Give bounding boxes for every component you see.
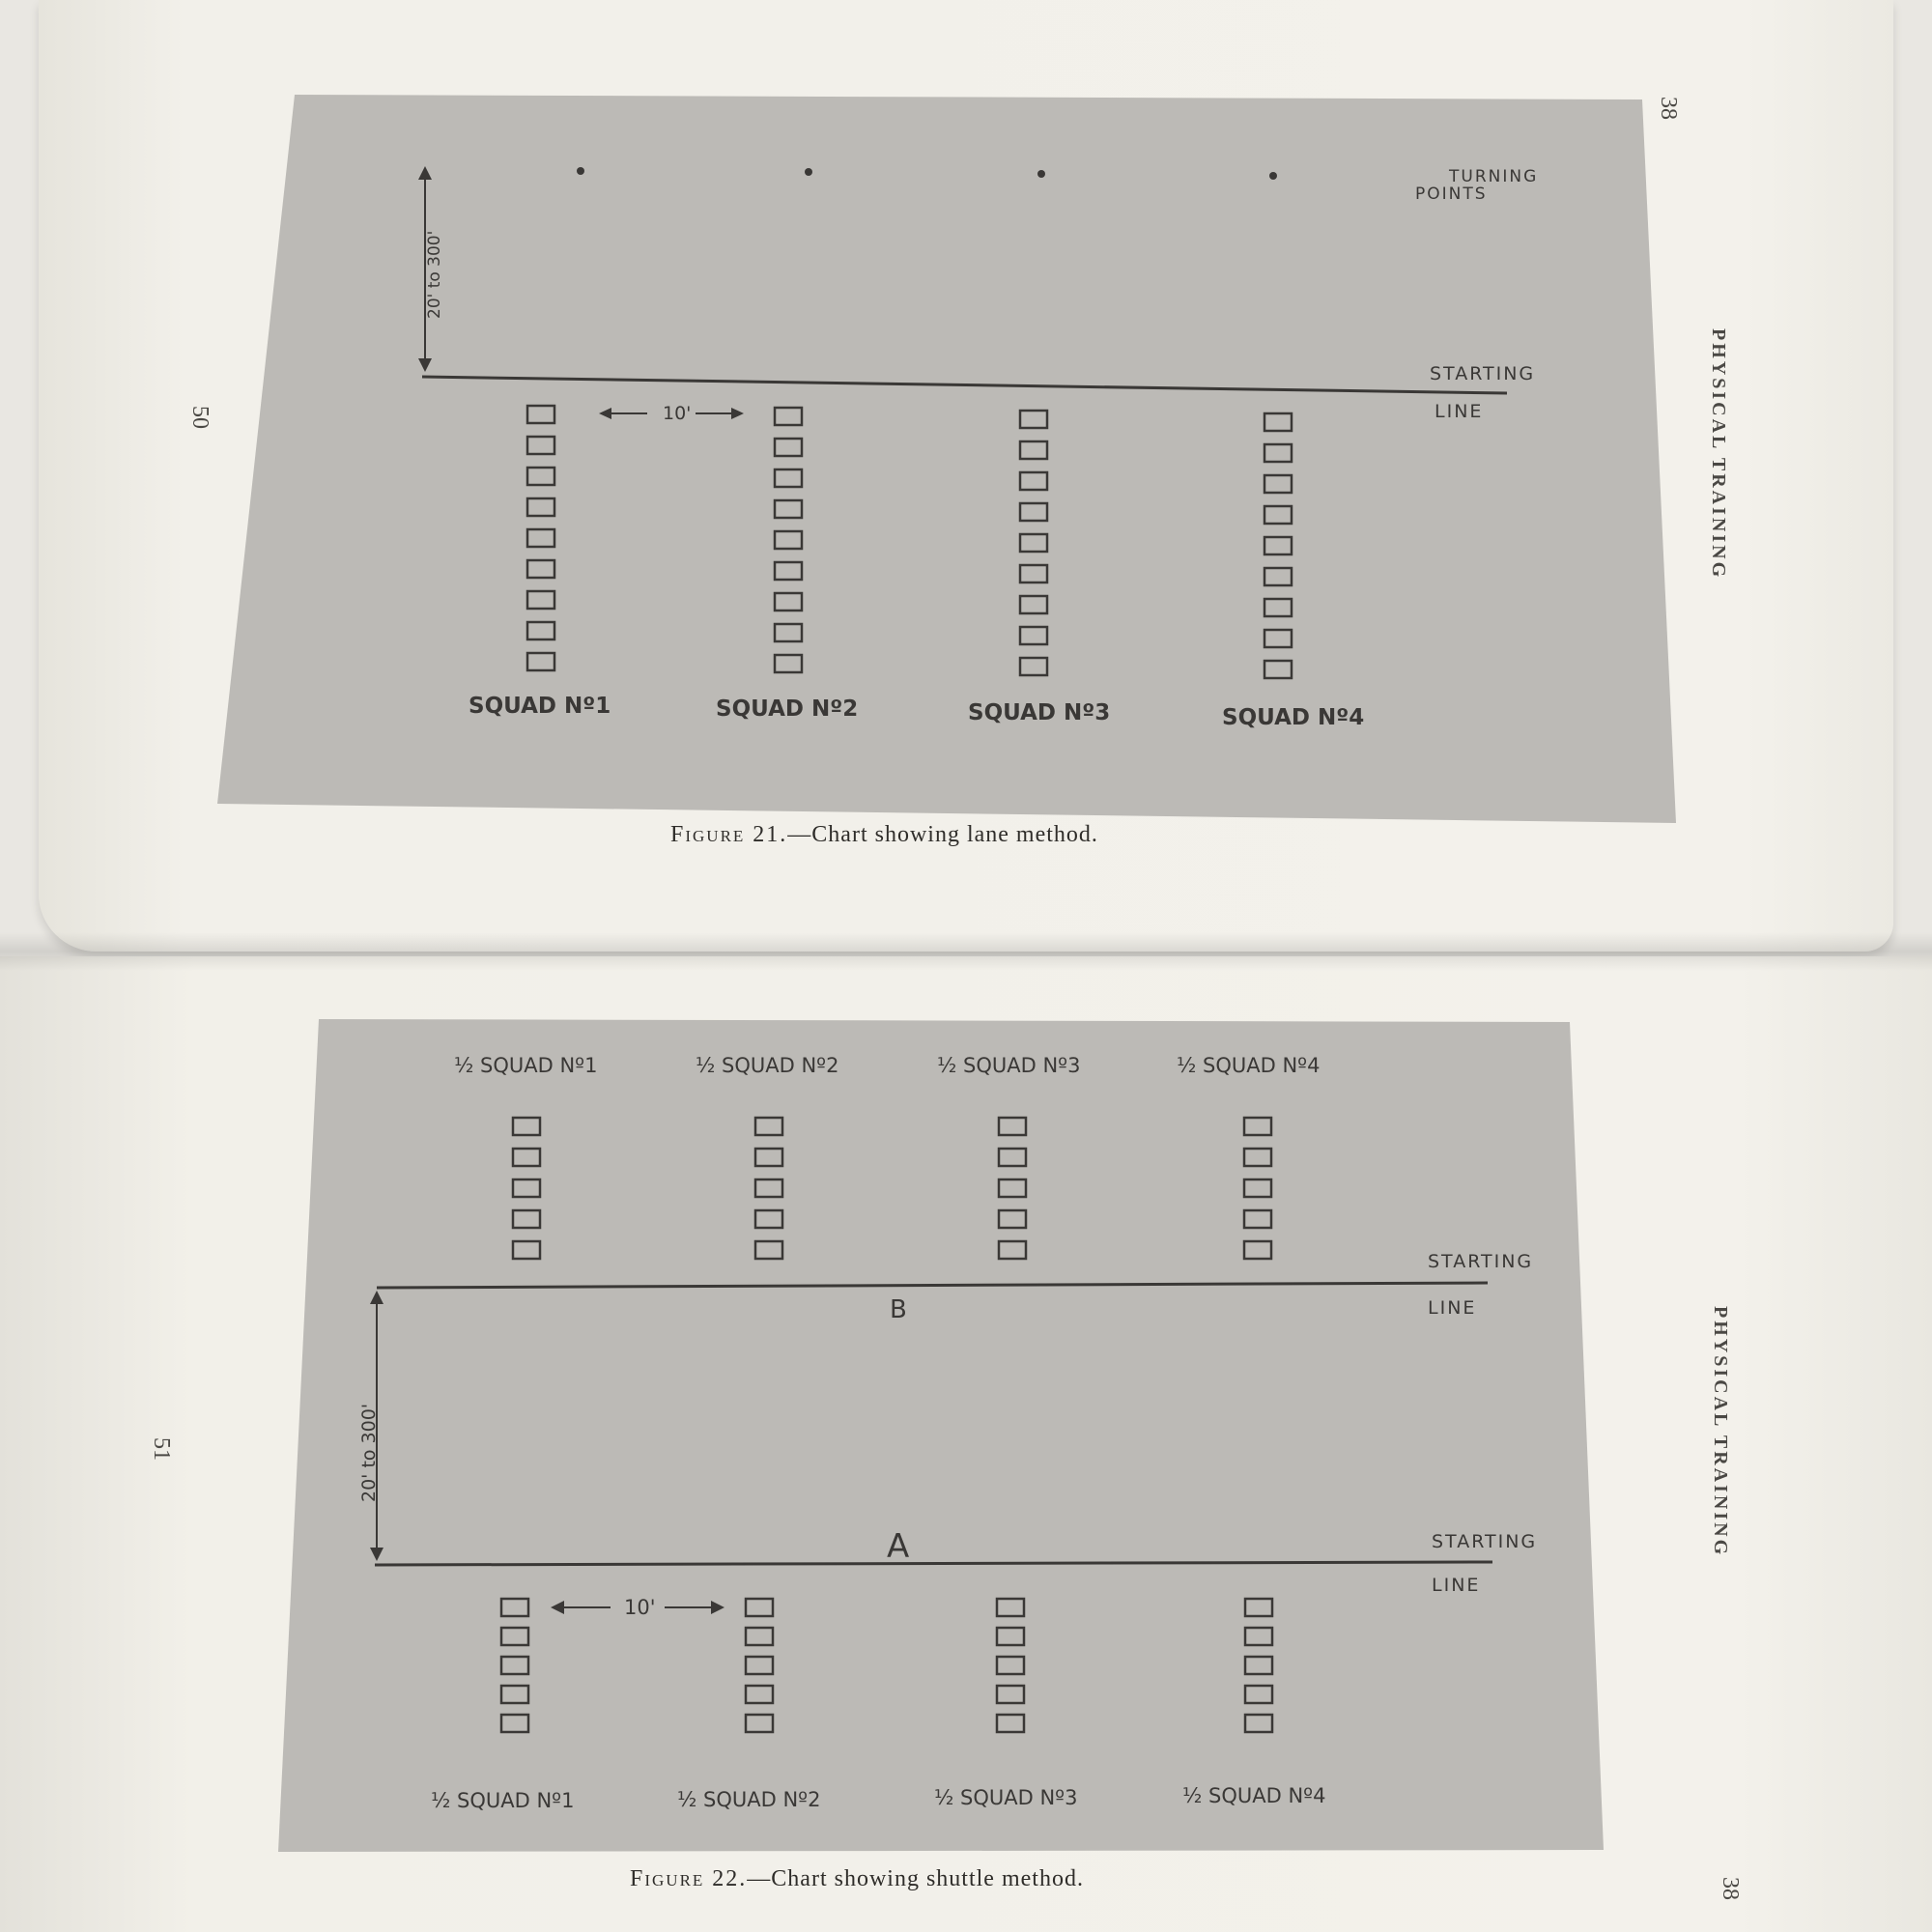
- line-a-letter: A: [887, 1527, 910, 1566]
- running-head-bottom: PHYSICAL TRAINING: [1710, 1306, 1731, 1558]
- top-half-squad-label-4: ½ SQUAD Nº4: [1177, 1054, 1321, 1077]
- top-half-squad-label-1: ½ SQUAD Nº1: [454, 1054, 598, 1077]
- starting-line-label-line1: STARTING: [1430, 363, 1536, 384]
- figure-22-caption: [630, 1866, 1084, 1892]
- figure-21-plate: [217, 95, 1676, 823]
- figure-21-number: Figure 21.: [670, 822, 788, 847]
- starting-line-label-line2: LINE: [1435, 401, 1484, 422]
- bottom-half-squad-label-3: ½ SQUAD Nº3: [934, 1786, 1078, 1809]
- turning-point: [1269, 172, 1277, 180]
- turning-point: [805, 168, 812, 176]
- top-half-squad-label-2: ½ SQUAD Nº2: [696, 1054, 839, 1077]
- starting-line-b-label-line2: LINE: [1428, 1297, 1477, 1319]
- folio-outer-top: 38: [1656, 97, 1681, 120]
- folio-inner-bottom: 51: [149, 1437, 174, 1461]
- figure-22-caption-text: —Chart showing shuttle method.: [747, 1866, 1084, 1891]
- starting-line-b-label-line1: STARTING: [1428, 1251, 1534, 1272]
- squad-label-2: SQUAD Nº2: [716, 696, 859, 722]
- figure-22-number: Figure 22.: [630, 1866, 748, 1891]
- bottom-half-squad-label-1: ½ SQUAD Nº1: [431, 1789, 575, 1812]
- figure-22-shuttle-chart: [0, 966, 1932, 1932]
- top-half-squad-label-3: ½ SQUAD Nº3: [937, 1054, 1081, 1077]
- spacing-label-top: 10': [663, 403, 692, 424]
- bottom-half-squad-label-4: ½ SQUAD Nº4: [1182, 1784, 1326, 1807]
- spacing-label-bottom: 10': [624, 1596, 656, 1619]
- turning-point: [577, 167, 584, 175]
- squad-label-3: SQUAD Nº3: [968, 700, 1111, 725]
- figure-21-caption: [670, 822, 1098, 848]
- book-gutter: [0, 932, 1932, 971]
- squad-label-1: SQUAD Nº1: [469, 694, 611, 719]
- line-b-letter: B: [890, 1295, 907, 1324]
- figure-21-caption-text: —Chart showing lane method.: [787, 822, 1098, 847]
- distance-label-top: 20' to 300': [425, 230, 444, 319]
- running-head-top: PHYSICAL TRAINING: [1708, 328, 1729, 581]
- folio-outer-bottom: 38: [1718, 1877, 1743, 1900]
- turning-points-label-line1: TURNING: [1449, 167, 1539, 186]
- folio-inner-top: 50: [187, 406, 213, 429]
- distance-label-bottom: 20' to 300': [358, 1403, 380, 1502]
- starting-line-a-label-line1: STARTING: [1432, 1531, 1538, 1552]
- turning-points-label-line2: POINTS: [1415, 185, 1488, 204]
- figure-22-plate: [278, 1019, 1604, 1852]
- turning-point: [1037, 170, 1045, 178]
- starting-line-a-label-line2: LINE: [1432, 1575, 1481, 1596]
- bottom-half-squad-label-2: ½ SQUAD Nº2: [677, 1788, 821, 1811]
- squad-label-4: SQUAD Nº4: [1222, 705, 1365, 730]
